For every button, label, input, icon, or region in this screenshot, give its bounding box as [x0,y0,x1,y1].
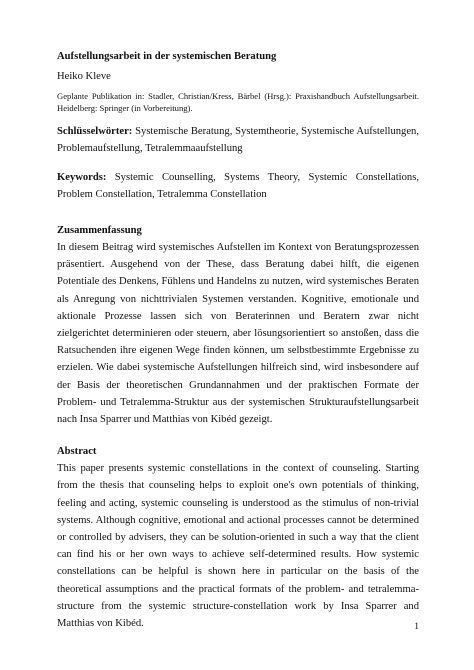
keywords-block [57,170,419,203]
paper-title: Aufstellungsarbeit in der systemischen Beratung [57,51,277,62]
publication-note: Geplante Publikation in: Stadler, Christian/Kress, Bärbel (Hrsg.): Praxishandbuch Aufstellungsarbeit. Heidelberg: Springer (in Vorbereitung). [57,91,419,113]
abstract-heading: Abstract [57,446,97,458]
schluesselwoerter-text: Systemische Beratung, Systemtheorie, Systemische Aufstellungen, Problemaufstellung, Tetralemmaaufstellung [57,126,420,154]
page-number: 1 [414,622,419,632]
zusammenfassung-heading: Zusammenfassung [57,225,142,236]
author-name: Heiko Kleve [57,71,111,82]
keywords-label: Keywords: [57,172,107,183]
abstract-text: This paper presents systemic constellations in the context of counseling. Starting from the thesis that counseling helps to exploit one's own potentials of thinking, feeling and acting, systemic counseling is understood as the stimulus of non-trivial systems. Although cognitive, emotional and actional processes cannot be determined or controlled by advisers, they can be solution-oriented in such a way that the client can find his or her own ways to achieve self-determined results. How systemic constellations can be helpful is shown here in particular on the basis of the theoretical assumptions and the practical formats of the problem- and tetralemma-structure from the systemic structure-constellation work by Insa Sparrer and Matthias von Kibéd. [57,463,419,630]
schluesselwoerter-block [57,124,419,157]
paper-page [57,50,419,632]
zusammenfassung-text: In diesem Beitrag wird systemisches Aufstellen im Kontext von Beratungsprozessen präsentiert. Ausgehend von der These, dass Beratung dabei hilft, die eigenen Potentiale des Denkens, Fühlens und Handelns zu nutzen, wird systemisches Beraten als Anregung von nichttrivialen Systemen verstanden. Kognitive, emotionale und aktionale Prozesse lassen sich von Beraterinnen und Beratern zwar nicht zielgerichtet determinieren oder steuern, aber lösungsorientiert so anstoßen, dass die Ratsuchenden ihre eigenen Wege finden können, um selbstbestimmte Ergebnisse zu erzielen. Wie dabei systemische Aufstellungen hilfreich sind, wird insbesondere auf der Basis der theoretischen Grundannahmen und der praktischen Formate der Problem- und Tetralemma-Struktur aus der systemischen Strukturaufstellungsarbeit nach Insa Sparrer und Matthias von Kibéd gezeigt. [57,242,419,426]
schluesselwoerter-label: Schlüsselwörter: [57,126,133,137]
keywords-text: Systemic Counselling, Systems Theory, Systemic Constellations, Problem Constellation, Tetralemma Constellation [57,172,419,200]
